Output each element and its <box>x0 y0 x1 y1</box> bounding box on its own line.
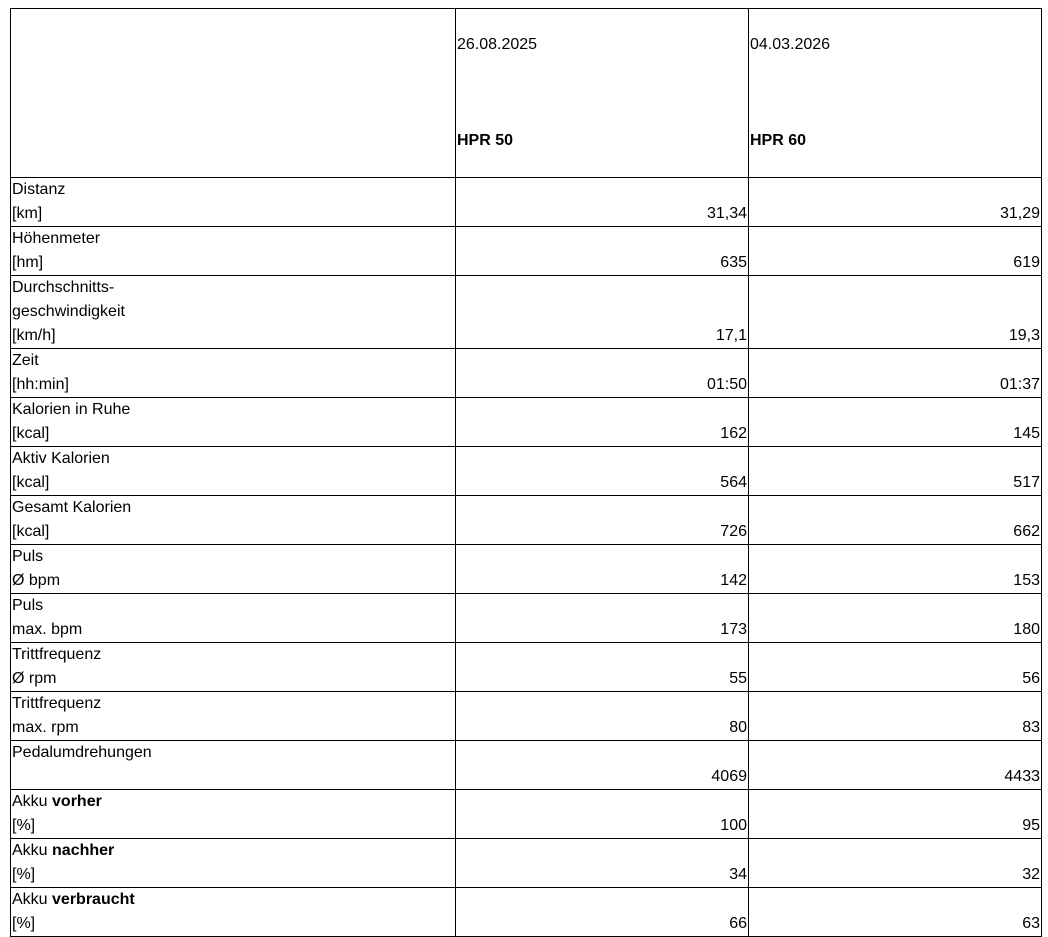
value-cell-col2[interactable]: 19,3 <box>749 276 1042 349</box>
value-cell-col1[interactable]: 173 <box>456 594 749 643</box>
metric-label-line: [hh:min] <box>12 376 69 393</box>
metric-label-prefix: Akku <box>12 842 53 859</box>
value-cell-col1[interactable]: 635 <box>456 227 749 276</box>
metric-label-line: Zeit <box>12 352 39 369</box>
metric-label-cell[interactable] <box>11 349 456 398</box>
metric-label-cell[interactable] <box>11 790 456 839</box>
metric-label-cell[interactable] <box>11 888 456 937</box>
header-cell-col2[interactable] <box>749 9 1042 178</box>
value-cell-col1[interactable]: 55 <box>456 643 749 692</box>
metric-label-line <box>12 790 454 814</box>
table-row <box>11 643 1042 692</box>
value-cell-col2[interactable]: 31,29 <box>749 178 1042 227</box>
header-row <box>11 9 1042 178</box>
metric-label-cell[interactable] <box>11 276 456 349</box>
metric-label-line: Durchschnitts- <box>12 279 115 296</box>
header-name-col2: HPR 60 <box>750 132 807 149</box>
value-cell-col1[interactable]: 162 <box>456 398 749 447</box>
header-date-col2: 04.03.2026 <box>750 36 831 53</box>
metric-label-bold: verbraucht <box>52 891 135 908</box>
metric-label-line: Höhenmeter <box>12 230 101 247</box>
value-cell-col2[interactable]: 153 <box>749 545 1042 594</box>
value-cell-col1[interactable]: 17,1 <box>456 276 749 349</box>
metric-label-prefix: Akku <box>12 891 53 908</box>
value-cell-col2[interactable]: 662 <box>749 496 1042 545</box>
table-row <box>11 790 1042 839</box>
header-spacer <box>457 81 747 105</box>
metric-label-line <box>12 839 454 863</box>
metric-label-line <box>12 765 454 789</box>
metric-label-line: [kcal] <box>12 523 50 540</box>
metric-label-cell[interactable] <box>11 594 456 643</box>
metric-label-cell[interactable] <box>11 178 456 227</box>
table-row <box>11 594 1042 643</box>
metric-label-line: [kcal] <box>12 425 50 442</box>
metric-label-cell[interactable] <box>11 643 456 692</box>
metric-label-cell[interactable] <box>11 398 456 447</box>
metric-label-line: [km] <box>12 205 43 222</box>
metric-label-line <box>12 888 454 912</box>
value-cell-col1[interactable]: 142 <box>456 545 749 594</box>
table-row <box>11 545 1042 594</box>
metric-label-cell[interactable] <box>11 227 456 276</box>
value-cell-col2[interactable]: 180 <box>749 594 1042 643</box>
metric-label-line: Trittfrequenz <box>12 646 102 663</box>
metric-label-line: Puls <box>12 597 44 614</box>
comparison-table <box>10 8 1042 937</box>
metric-label-line: max. bpm <box>12 621 83 638</box>
metric-unit-line: [%] <box>12 866 36 883</box>
header-date-col1: 26.08.2025 <box>457 36 538 53</box>
metric-unit-line: [%] <box>12 817 36 834</box>
table-row <box>11 276 1042 349</box>
value-cell-col2[interactable]: 145 <box>749 398 1042 447</box>
value-cell-col2[interactable]: 4433 <box>749 741 1042 790</box>
value-cell-col1[interactable]: 80 <box>456 692 749 741</box>
metric-label-line: Ø rpm <box>12 670 57 687</box>
metric-label-line: [hm] <box>12 254 44 271</box>
metric-label-line: Trittfrequenz <box>12 695 102 712</box>
value-cell-col1[interactable]: 34 <box>456 839 749 888</box>
value-cell-col2[interactable]: 517 <box>749 447 1042 496</box>
metric-label-line: Ø bpm <box>12 572 61 589</box>
header-spacer <box>750 81 1040 105</box>
metric-label-cell[interactable] <box>11 692 456 741</box>
metric-label-line: Gesamt Kalorien <box>12 499 132 516</box>
value-cell-col2[interactable]: 63 <box>749 888 1042 937</box>
table-row <box>11 178 1042 227</box>
metric-label-bold: nachher <box>52 842 115 859</box>
value-cell-col2[interactable]: 32 <box>749 839 1042 888</box>
value-cell-col2[interactable]: 83 <box>749 692 1042 741</box>
metric-label-cell[interactable] <box>11 496 456 545</box>
table-row <box>11 227 1042 276</box>
header-name-col1: HPR 50 <box>457 132 514 149</box>
metric-label-bold: vorher <box>52 793 102 810</box>
value-cell-col1[interactable]: 564 <box>456 447 749 496</box>
value-cell-col2[interactable]: 619 <box>749 227 1042 276</box>
metric-label-line: Puls <box>12 548 44 565</box>
value-cell-col2[interactable]: 01:37 <box>749 349 1042 398</box>
table-row <box>11 692 1042 741</box>
metric-label-line: [km/h] <box>12 327 56 344</box>
metric-label-cell[interactable] <box>11 545 456 594</box>
table-row <box>11 888 1042 937</box>
table-row <box>11 447 1042 496</box>
metric-label-line: Distanz <box>12 181 66 198</box>
value-cell-col1[interactable]: 100 <box>456 790 749 839</box>
metric-unit-line: [%] <box>12 915 36 932</box>
metric-label-line: [kcal] <box>12 474 50 491</box>
value-cell-col2[interactable]: 56 <box>749 643 1042 692</box>
metric-label-cell[interactable] <box>11 447 456 496</box>
table-row <box>11 398 1042 447</box>
metric-label-line: Kalorien in Ruhe <box>12 401 131 418</box>
table-row <box>11 496 1042 545</box>
metric-label-cell[interactable] <box>11 741 456 790</box>
metric-label-line: geschwindigkeit <box>12 303 125 320</box>
value-cell-col2[interactable]: 95 <box>749 790 1042 839</box>
header-cell-col1[interactable] <box>456 9 749 178</box>
metric-label-line: Pedalumdrehungen <box>12 744 152 761</box>
value-cell-col1[interactable]: 66 <box>456 888 749 937</box>
metric-label-line: max. rpm <box>12 719 79 736</box>
metric-label-line: Aktiv Kalorien <box>12 450 110 467</box>
header-empty-cell[interactable] <box>11 9 456 178</box>
value-cell-col1[interactable]: 726 <box>456 496 749 545</box>
table-row <box>11 741 1042 790</box>
value-cell-col1[interactable]: 31,34 <box>456 178 749 227</box>
value-cell-col1[interactable]: 01:50 <box>456 349 749 398</box>
value-cell-col1[interactable]: 4069 <box>456 741 749 790</box>
table-row <box>11 349 1042 398</box>
metric-label-prefix: Akku <box>12 793 53 810</box>
